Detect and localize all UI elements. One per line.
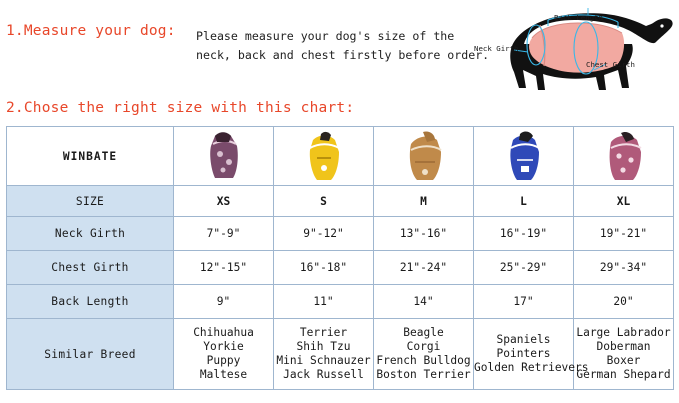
breed-item: Boston Terrier [376,368,471,381]
size-l: L [474,186,574,217]
breed-item: Pointers [496,347,551,360]
breed-item: Large Labrador [576,326,671,339]
table-row-photos [7,127,674,186]
chest-girth-xs: 12"-15" [174,251,274,285]
neck-girth-xl: 19"-21" [574,217,674,251]
section2-heading: 2.Chose the right size with this chart: [6,100,355,116]
breed-item: Yorkie [203,340,244,353]
breed-item: Corgi [406,340,441,353]
row-label-chest-girth: Chest Girth [7,251,174,285]
product-photo-xl [574,127,674,186]
back-length-m: 14" [374,285,474,319]
table-row-neck-girth [7,217,674,251]
breed-item: German Shepard [576,368,671,381]
back-length-label: Back Length [554,13,603,22]
back-length-l: 17" [474,285,574,319]
breed-item: Golden Retrievers [474,361,589,374]
breed-item: Maltese [199,368,248,381]
breed-item: Mini Schnauzer [276,354,371,367]
similar-breed-xs [174,319,274,390]
row-label-size: SIZE [7,186,174,217]
neck-girth-m: 13"-16" [374,217,474,251]
size-m: M [374,186,474,217]
neck-girth-s: 9"-12" [274,217,374,251]
breed-item: Doberman [596,340,651,353]
measure-section [0,0,679,98]
size-s: S [274,186,374,217]
table-row-chest-girth [7,251,674,285]
chest-girth-m: 21"-24" [374,251,474,285]
row-label-back-length: Back Length [7,285,174,319]
back-length-s: 11" [274,285,374,319]
breed-item: Chihuahua [193,326,254,339]
product-photo-xs [174,127,274,186]
breed-item: Spaniels [496,333,551,346]
product-photo-s [274,127,374,186]
instruction-line-2: neck, back and chest firstly before order. [196,48,490,62]
section1-instruction [196,27,490,65]
product-photo-m [374,127,474,186]
similar-breed-l [474,319,589,390]
back-length-xl: 20" [574,285,674,319]
dog-diagram [466,0,679,100]
product-photo-l [474,127,574,186]
neck-girth-label: Neck Girth [474,44,519,53]
table-row-similar-breed [7,319,674,390]
similar-breed-s [274,319,374,390]
breed-item: Shih Tzu [296,340,351,353]
breed-item: Boxer [606,354,641,367]
breed-item: Beagle [403,326,444,339]
chest-girth-xl: 29"-34" [574,251,674,285]
chest-girth-l: 25"-29" [474,251,574,285]
neck-girth-xs: 7"-9" [174,217,274,251]
table-row-size [7,186,674,217]
brand-name: WINBATE [7,127,174,186]
neck-girth-l: 16"-19" [474,217,574,251]
chest-girth-label: Chest Girth [586,60,635,69]
breed-item: French Bulldog [376,354,471,367]
instruction-line-1: Please measure your dog's size of the [196,29,455,43]
chest-girth-s: 16"-18" [274,251,374,285]
similar-breed-xl [574,319,674,390]
row-label-similar-breed: Similar Breed [7,319,174,390]
section1-heading: 1.Measure your dog: [6,23,176,39]
breed-item: Jack Russell [283,368,364,381]
breed-item: Terrier [299,326,348,339]
similar-breed-m [374,319,474,390]
table-row-back-length [7,285,674,319]
breed-item: Puppy [206,354,241,367]
row-label-neck-girth: Neck Girth [7,217,174,251]
size-chart-table [6,126,674,390]
back-length-xs: 9" [174,285,274,319]
size-xl: XL [574,186,674,217]
size-xs: XS [174,186,274,217]
